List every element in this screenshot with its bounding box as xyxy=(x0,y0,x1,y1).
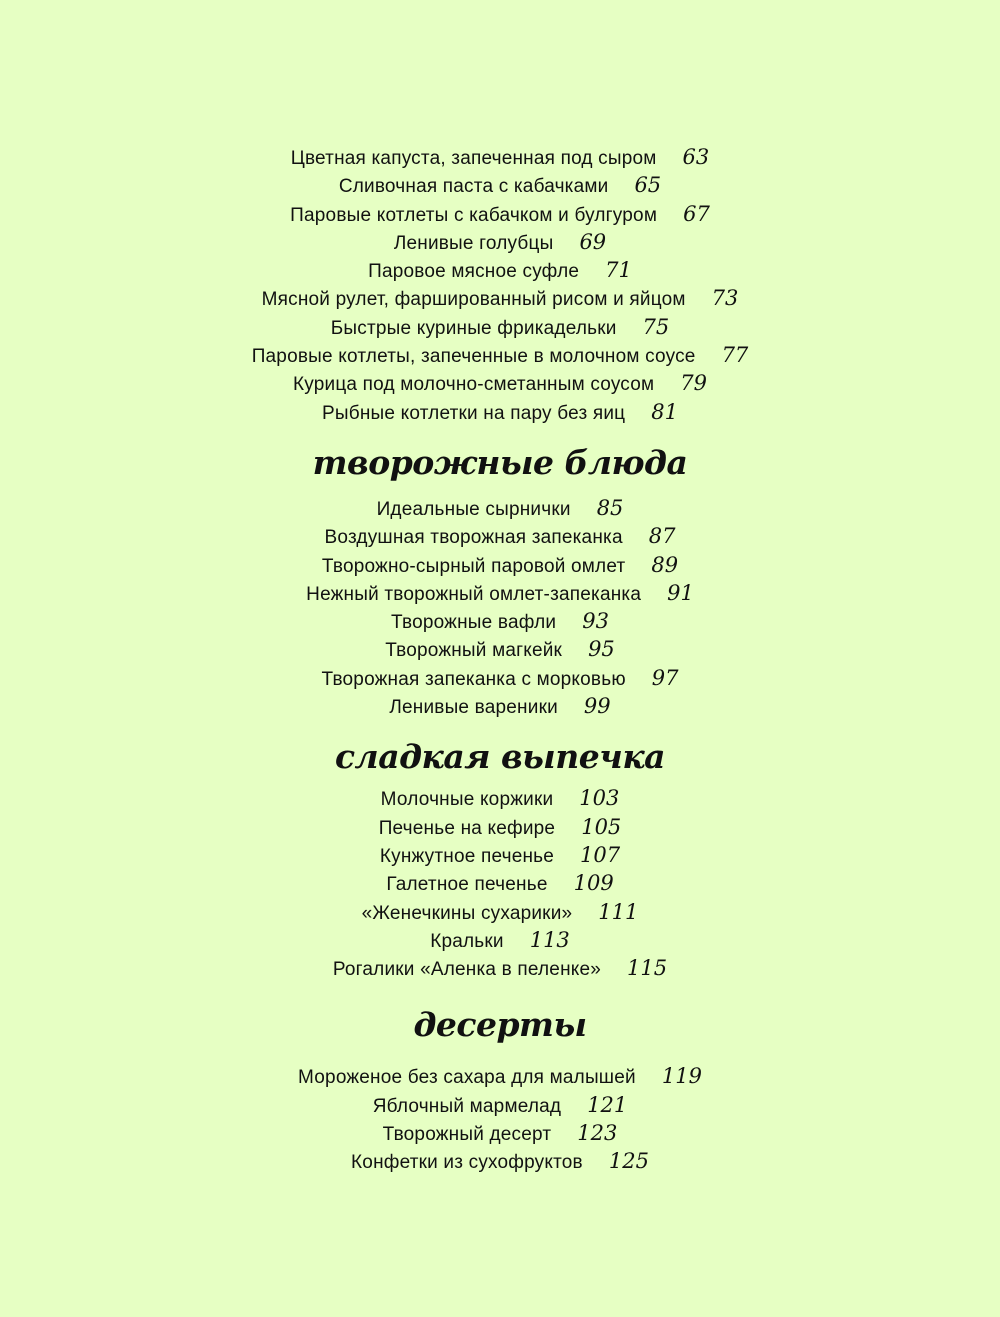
entry-title: Творожно-сырный паровой омлет xyxy=(321,555,626,577)
entry-page-number: 67 xyxy=(683,201,710,226)
entry-title: Паровое мясное суфле xyxy=(368,261,580,283)
toc-entry xyxy=(0,228,1000,256)
toc-entry xyxy=(0,1147,1000,1175)
toc-entry xyxy=(0,664,1000,692)
entry-title: Мороженое без сахара для малышей xyxy=(298,1067,636,1089)
entry-title: Творожный десерт xyxy=(382,1124,552,1146)
entry-page-number: 105 xyxy=(581,814,622,839)
entry-title: Конфетки из сухофруктов xyxy=(351,1152,583,1174)
entry-page-number: 71 xyxy=(605,258,632,283)
entry-title: Паровые котлеты, запеченные в молочном соусе xyxy=(251,346,696,368)
entry-title: Кунжутное печенье xyxy=(379,845,555,867)
toc-entry xyxy=(0,369,1000,397)
entry-title: Мясной рулет, фаршированный рисом и яйцом xyxy=(261,289,686,311)
toc-entry xyxy=(0,954,1000,982)
entry-title: Ленивые вареники xyxy=(389,697,558,719)
toc-entry xyxy=(0,256,1000,284)
entry-title: Творожные вафли xyxy=(391,612,557,634)
entry-title: Воздушная творожная запеканка xyxy=(324,527,623,549)
entry-page-number: 63 xyxy=(682,145,710,169)
entry-title: Сливочная паста с кабачками xyxy=(338,176,609,198)
entry-page-number: 121 xyxy=(587,1092,628,1117)
toc-entry xyxy=(0,579,1000,607)
entry-page-number: 85 xyxy=(596,495,624,520)
entry-title: Курица под молочно-сметанным соусом xyxy=(293,374,655,396)
entry-page-number: 93 xyxy=(582,609,609,634)
entry-page-number: 113 xyxy=(529,927,570,952)
entry-page-number: 123 xyxy=(577,1121,618,1146)
entry-page-number: 119 xyxy=(661,1064,702,1089)
entry-page-number: 103 xyxy=(579,786,620,811)
entry-page-number: 125 xyxy=(608,1149,649,1174)
entry-page-number: 99 xyxy=(583,694,611,719)
toc-entry xyxy=(0,522,1000,550)
entry-title: Печенье на кефире xyxy=(378,817,556,839)
entry-page-number: 107 xyxy=(580,842,621,867)
section-heading-sweet-pastry: сладкая выпечка xyxy=(334,737,666,777)
entry-page-number: 87 xyxy=(648,524,676,549)
entry-page-number: 73 xyxy=(711,286,739,311)
entry-title: Молочные коржики xyxy=(380,789,554,811)
toc-entry xyxy=(0,1062,1000,1090)
entry-title: Яблочный мармелад xyxy=(372,1095,562,1117)
entry-title: Цветная капуста, запеченная под сыром xyxy=(290,148,657,169)
entry-title: Рыбные котлетки на пару без яиц xyxy=(322,402,626,424)
entry-page-number: 115 xyxy=(627,956,668,981)
entry-title: Идеальные сырнички xyxy=(376,498,571,520)
entry-page-number: 97 xyxy=(651,665,679,690)
entry-title: Ленивые голубцы xyxy=(393,232,554,254)
entry-page-number: 95 xyxy=(588,637,615,662)
entry-page-number: 91 xyxy=(667,580,694,605)
toc-list-desserts xyxy=(0,1062,1000,1175)
toc-entry xyxy=(0,926,1000,954)
entry-page-number: 79 xyxy=(680,371,707,396)
entry-title: Нежный творожный омлет-запеканка xyxy=(306,583,642,605)
entry-page-number: 65 xyxy=(634,173,662,198)
entry-page-number: 109 xyxy=(573,871,614,896)
entry-title: Творожная запеканка с морковью xyxy=(321,668,626,690)
entry-page-number: 111 xyxy=(598,899,639,924)
toc-entry xyxy=(0,200,1000,228)
toc-entry xyxy=(0,551,1000,579)
toc-entry xyxy=(0,143,1000,171)
entry-page-number: 69 xyxy=(579,229,607,254)
toc-entry xyxy=(0,898,1000,926)
toc-entry xyxy=(0,341,1000,369)
entry-title: Кральки xyxy=(430,930,504,952)
section-heading-desserts: десерты xyxy=(413,1005,587,1045)
toc-entry xyxy=(0,692,1000,720)
toc-list-curd-dishes xyxy=(0,494,1000,720)
toc-entry xyxy=(0,313,1000,341)
toc-entry xyxy=(0,607,1000,635)
entry-page-number: 81 xyxy=(651,399,678,424)
toc-entry xyxy=(0,869,1000,897)
toc-list-main xyxy=(0,143,1000,426)
toc-entry xyxy=(0,635,1000,663)
toc-entry xyxy=(0,841,1000,869)
entry-title: Галетное печенье xyxy=(386,874,548,896)
toc-entry xyxy=(0,784,1000,812)
entry-page-number: 77 xyxy=(721,343,749,368)
entry-title: «Женечкины сухарики» xyxy=(361,902,573,924)
toc-list-sweet-pastry xyxy=(0,784,1000,982)
toc-entry xyxy=(0,1119,1000,1147)
entry-title: Творожный магкейк xyxy=(385,640,563,662)
entry-title: Рогалики «Аленка в пеленке» xyxy=(332,959,602,981)
toc-entry xyxy=(0,494,1000,522)
entry-page-number: 75 xyxy=(642,314,670,339)
entry-title: Быстрые куриные фрикадельки xyxy=(330,317,617,339)
toc-entry xyxy=(0,171,1000,199)
toc-entry xyxy=(0,1091,1000,1119)
entry-page-number: 89 xyxy=(651,552,679,577)
toc-entry xyxy=(0,813,1000,841)
section-heading-curd-dishes: творожные блюда xyxy=(312,442,688,482)
toc-entry xyxy=(0,398,1000,426)
toc-entry xyxy=(0,284,1000,312)
entry-title: Паровые котлеты с кабачком и булгуром xyxy=(290,204,658,226)
